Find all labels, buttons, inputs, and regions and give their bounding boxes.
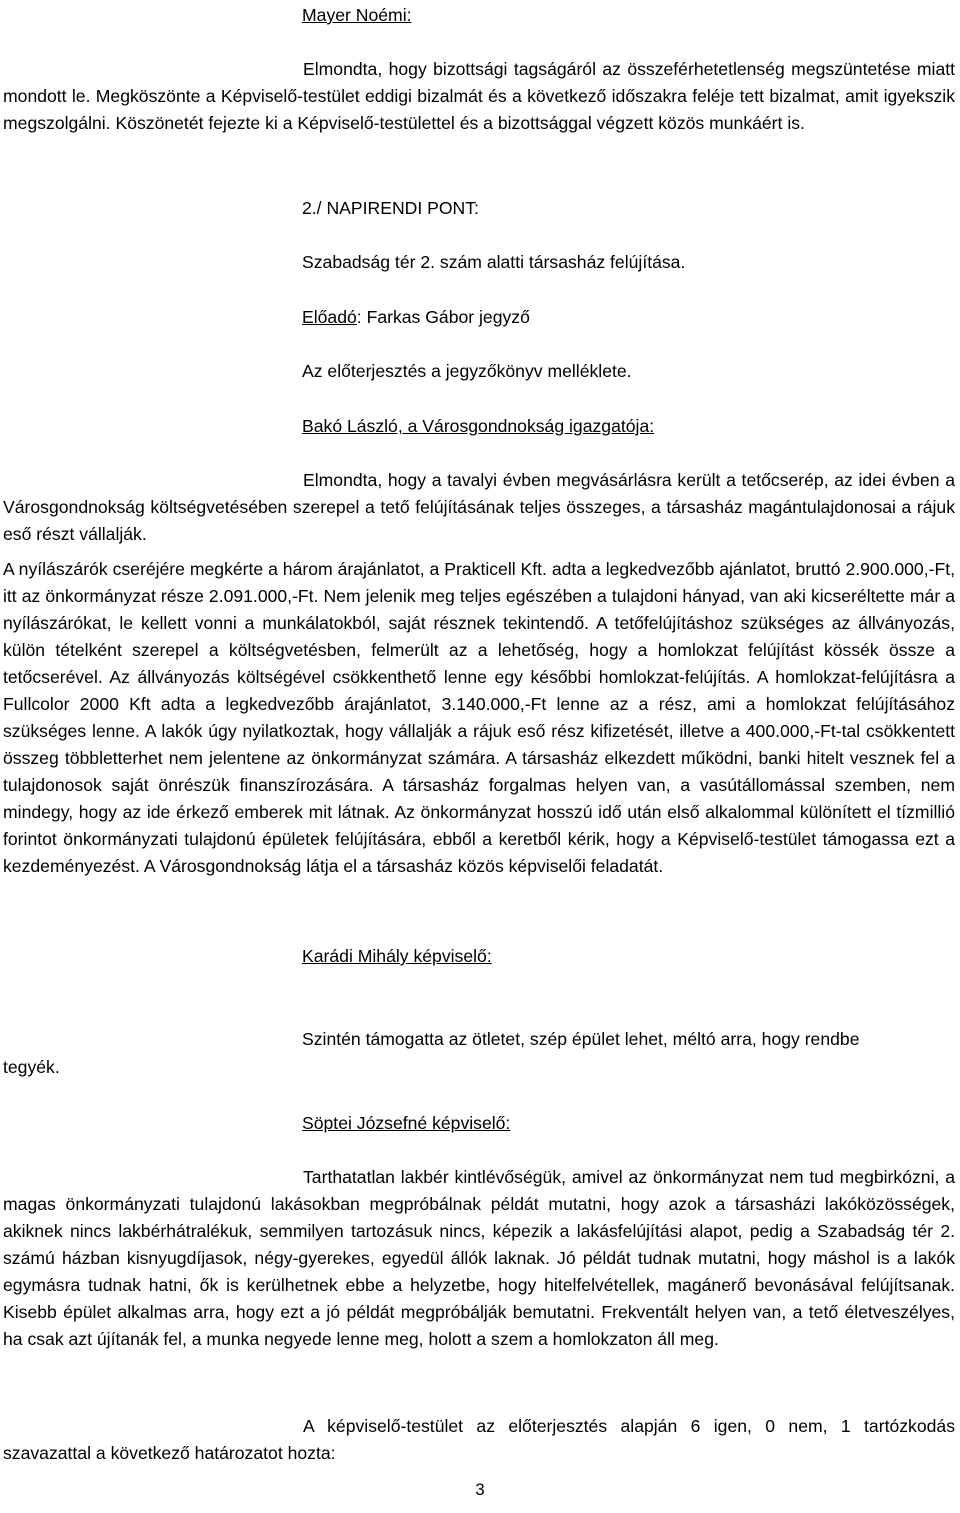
agenda-attachment-note: Az előterjesztés a jegyzőkönyv melléklete. [302, 361, 632, 381]
page-number: 3 [475, 1480, 485, 1499]
speaker-statement-mayer: Elmondta, hogy bizottsági tagságáról az összeférhetetlenség megszüntetése miatt mondott le. Megköszönte a Képviselő-testület eddigi bizalmát és a következő időszakra feléje tett bizalmat, amit igyekszik megszolgálni. Köszönetét fejezte ki a Képviselő-testülettel és a bizottsággal végzett közös munkáért is. [3, 59, 955, 133]
speaker-heading-mayer: Mayer Noémi: [302, 5, 412, 25]
speaker-statement-bako-1: Elmondta, hogy a tavalyi évben megvásárlásra került a tetőcserép, az idei évben a Városgondnokság költségvetésében szerepel a tető felújításának teljes összeges, a társasház magántulajdonosai a rájuk eső részt vállalják. [3, 470, 955, 544]
speaker-statement-soptei: Tarthatatlan lakbér kintlévőségük, amivel az önkormányzat nem tud megbirkózni, a magas önkormányzati tulajdonú lakásokban megpróbálnak példát mutatni, hogy azok a társasházi lakóközösségek, akiknek nincs lakbérhátralékuk, semmilyen tartozásuk nincs, képezik a lakásfelújítási alapot, pedig a Szabadság tér 2. számú házban kisnyugdíjasok, négy-gyerekes, egyedül állók laknak. Jó példát tudnak mutatni, hogy máshol is a lakók egymásra tudnak hatni, ők is kerülhetnek ebbe a helyzetbe, hogy hitelfelvétellek, magánerő bevonásával felújítsanak. Kisebb épület alkalmas arra, hogy ezt a jó példát megpróbálják bemutatni. Frekventált helyen van, a tető életveszélyes, ha csak azt újítanák fel, a munka negyede lenne meg, holott a szem a homlokzaton áll meg. [3, 1167, 955, 1349]
speaker-statement-karadi: Szintén támogatta az ötletet, szép épület lehet, méltó arra, hogy rendbe [302, 1029, 860, 1049]
agenda-subject: Szabadság tér 2. szám alatti társasház felújítása. [302, 252, 686, 272]
speaker-statement-karadi-end: tegyék. [3, 1057, 60, 1077]
speaker-heading-soptei: Söptei Józsefné képviselő: [302, 1113, 511, 1133]
agenda-presenter [302, 304, 530, 331]
resolution-statement: A képviselő-testület az előterjesztés alapján 6 igen, 0 nem, 1 tartózkodás szavazattal a következő határozatot hozta: [3, 1416, 955, 1463]
speaker-heading-bako: Bakó László, a Városgondnokság igazgatója: [302, 416, 655, 436]
speaker-statement-bako-2: A nyílászárók cseréjére megkérte a három árajánlatot, a Prakticell Kft. adta a legkedvezőbb ajánlatot, bruttó 2.900.000,-Ft, itt az önkormányzat része 2.091.000,-Ft. Nem jelenik meg teljes egészében a tulajdoni hányad, van aki kicseréltette már a nyílászárókat, le kellett vonni a munkálatokból, saját résznek tekintendő. A tetőfelújításhoz szükséges az állványozás, külön tételként szerepel a költségvetésben, felmerült az a lehetőség, hogy a homlokzat felújítást kössék össze a tetőcserével. Az állványozás költségével csökkenthető lenne egy későbbi homlokzat-felújítás. A homlokzat-felújításra a Fullcolor 2000 Kft adta a legkedvezőbb árajánlatot, 3.140.000,-Ft lenne az a rész, ami a homlokzat felújításához szükséges lenne. A lakók úgy nyilatkoztak, hogy vállalják a rájuk eső rész kifizetését, illetve a 400.000,-Ft-tal csökkentett összeg többletterhet nem jelentene az önkormányzat számára. A társasház elkezdett működni, banki hitelt vesznek fel a tulajdonosok saját önrészük finanszírozására. A társasház forgalmas helyen van, a vasútállomással szemben, nem mindegy, hogy az ide érkező emberek mit látnak. Az önkormányzat hosszú idő után első alkalommal különített el tízmillió forintot önkormányzati tulajdonú épületek felújítására, ebből a keretből kérik, hogy a Képviselő-testület támogassa ezt a kezdeményezést. A Városgondnokság látja el a társasház közös képviselői feladatát. [3, 559, 955, 876]
speaker-heading-karadi: Karádi Mihály képviselő: [302, 946, 492, 966]
agenda-title: 2./ NAPIRENDI PONT: [302, 198, 479, 218]
presenter-label: Előadó [302, 307, 357, 327]
presenter-name: : Farkas Gábor jegyző [356, 307, 530, 327]
